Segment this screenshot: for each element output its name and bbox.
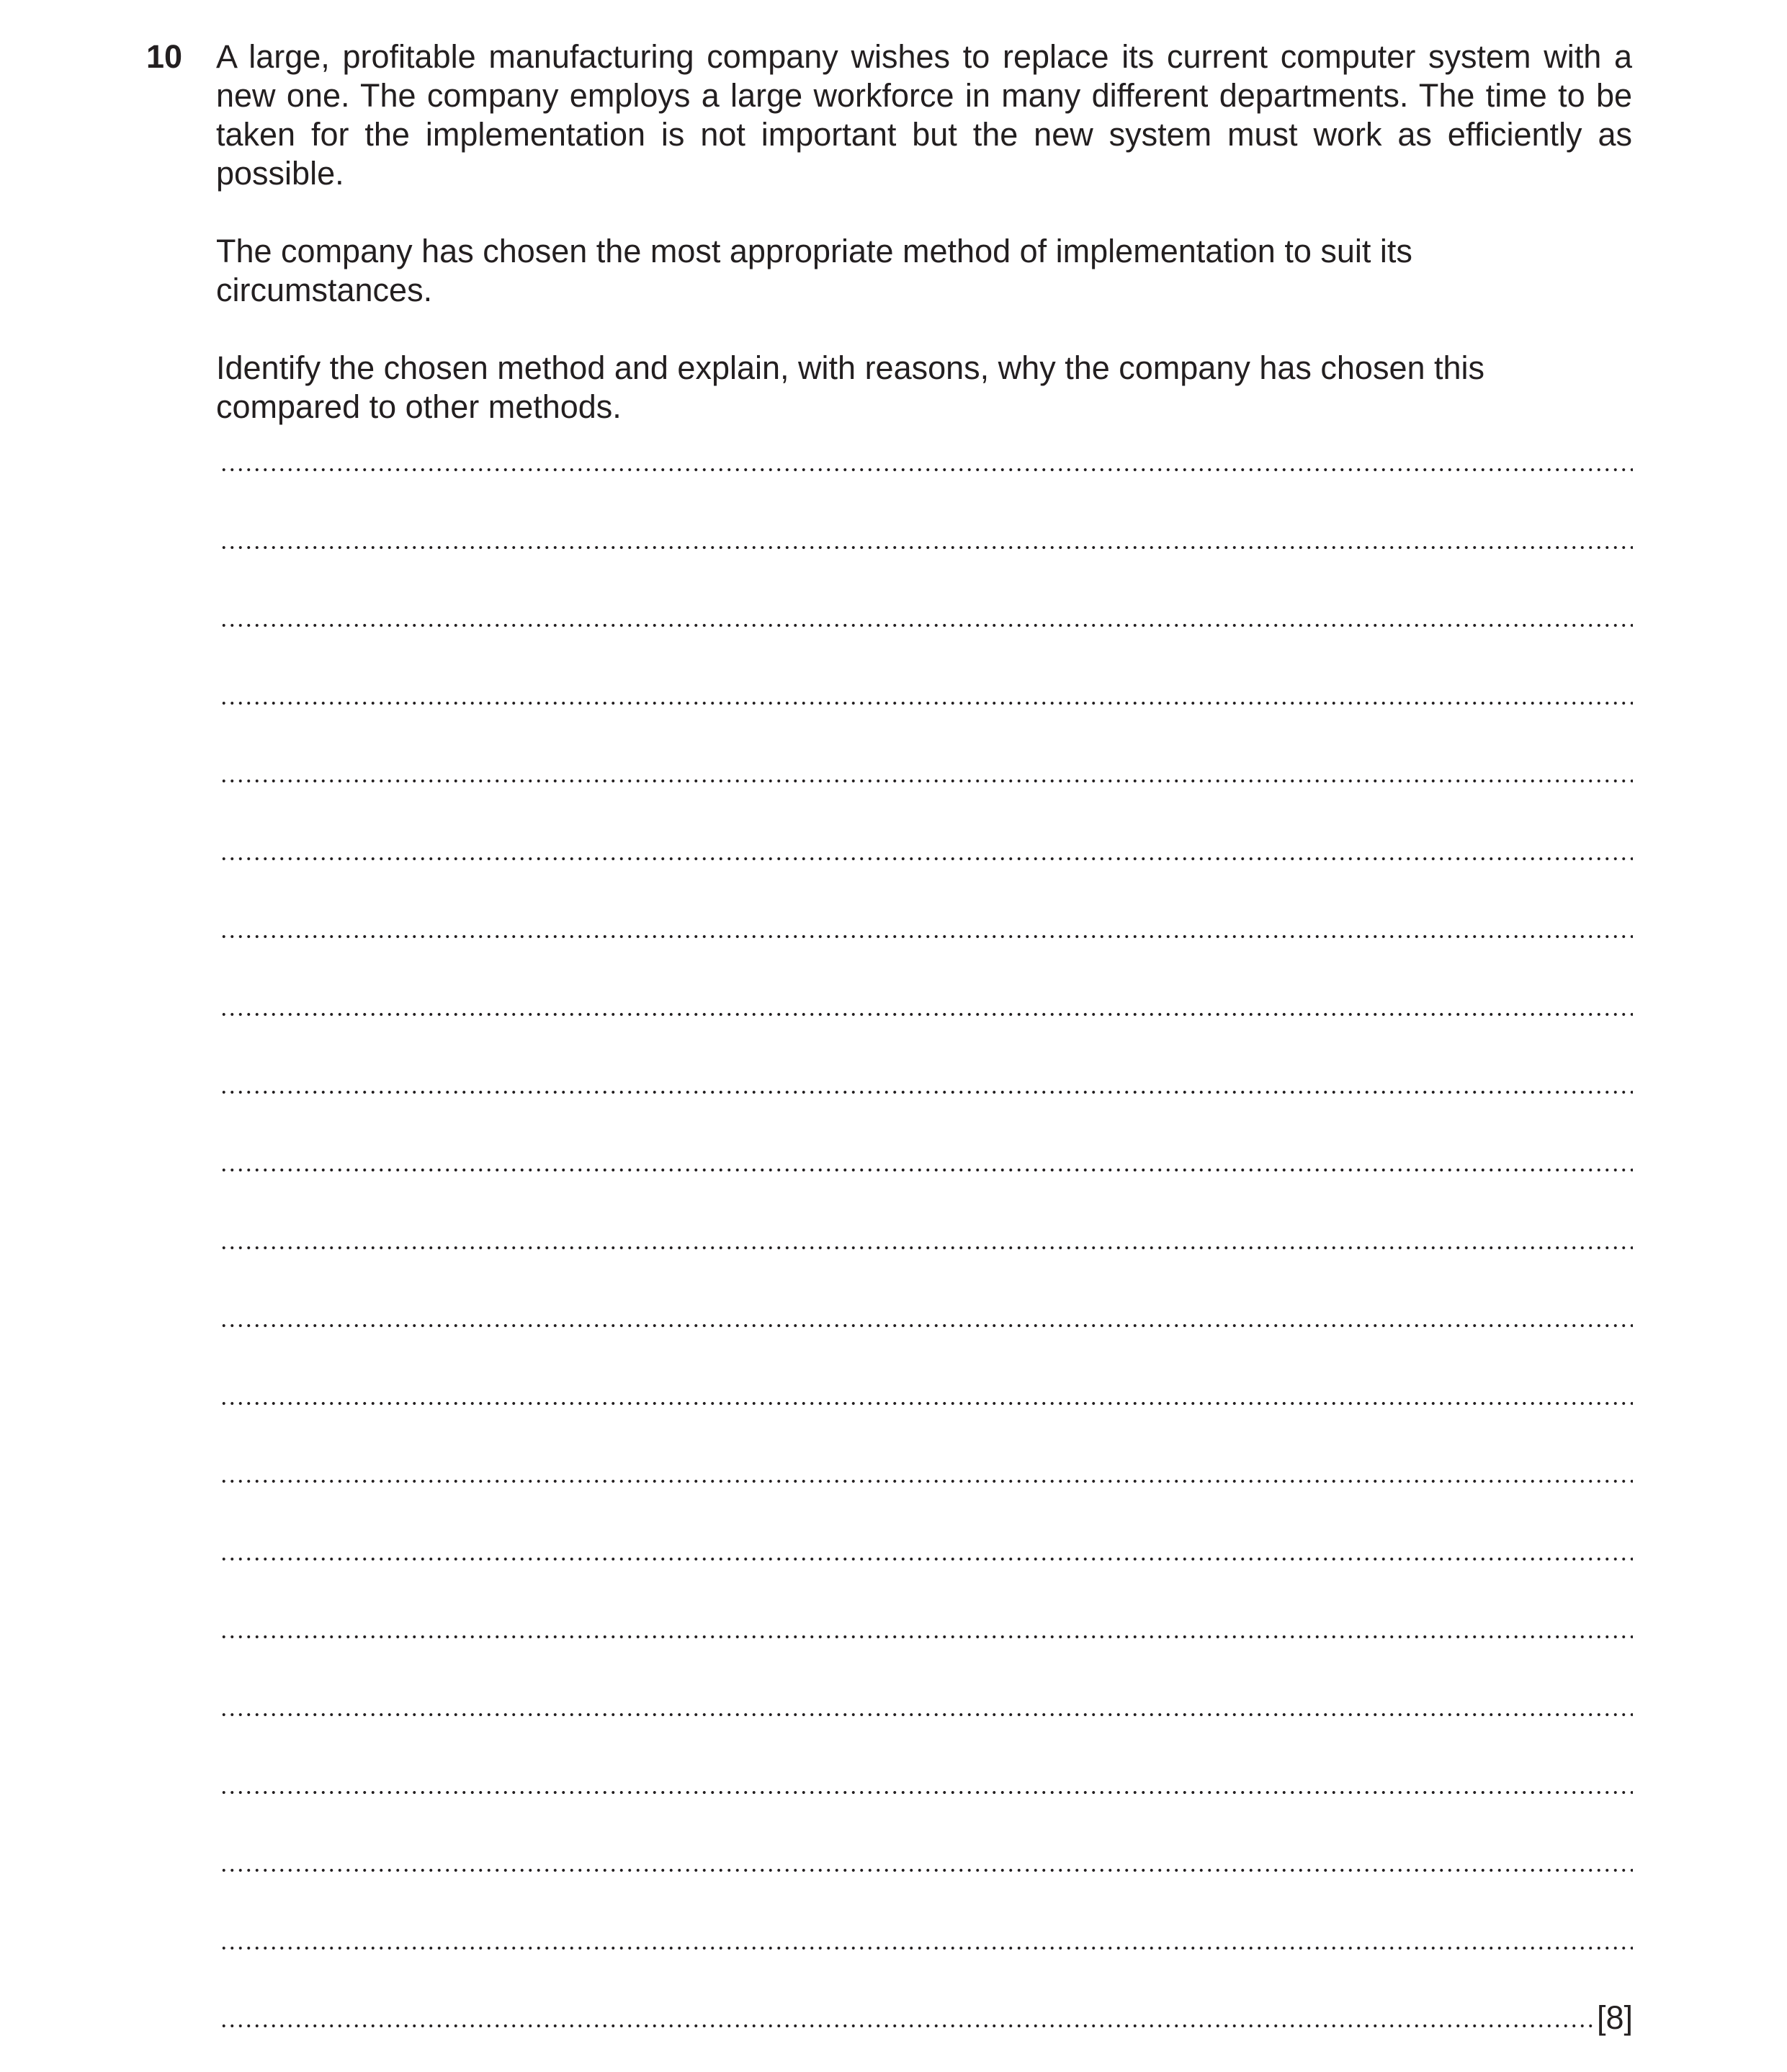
answer-line[interactable]	[220, 958, 1633, 1036]
dotted-rule	[220, 1713, 1633, 1716]
answer-line[interactable]	[220, 414, 1633, 491]
answer-line[interactable]	[220, 1970, 1633, 2048]
answer-line[interactable]	[220, 1036, 1633, 1114]
question-number: 10	[146, 38, 183, 75]
dotted-rule	[220, 1791, 1633, 1794]
dotted-rule	[220, 546, 1633, 549]
question-scenario-paragraph: A large, profitable manufacturing company wishes to replace its current computer system with a new one. The company employs a large workforce in many different departments. The time to be taken for the implementation is not important but the new system must work as efficiently as possible.	[216, 38, 1632, 192]
answer-line[interactable]	[220, 1581, 1633, 1658]
answer-line[interactable]	[220, 1892, 1633, 1970]
answer-line[interactable]	[220, 1736, 1633, 1814]
answer-line[interactable]	[220, 491, 1633, 569]
answer-line[interactable]	[220, 1658, 1633, 1736]
dotted-rule	[220, 1246, 1633, 1249]
dotted-rule	[220, 935, 1633, 938]
answer-area[interactable]	[220, 414, 1633, 2048]
dotted-rule	[220, 857, 1633, 860]
question-text	[216, 37, 1632, 427]
answer-line[interactable]	[220, 569, 1633, 647]
dotted-rule	[220, 1013, 1633, 1016]
answer-line[interactable]	[220, 1192, 1633, 1269]
dotted-rule	[220, 1947, 1633, 1950]
answer-line[interactable]	[220, 647, 1633, 725]
answer-line[interactable]	[220, 880, 1633, 958]
dotted-rule	[220, 1558, 1633, 1560]
dotted-rule	[220, 2024, 1593, 2027]
question-task-paragraph: Identify the chosen method and explain, with reasons, why the company has chosen this compared to other methods.	[216, 349, 1485, 425]
dotted-rule	[220, 780, 1633, 782]
dotted-rule	[220, 1169, 1633, 1171]
question-context-paragraph: The company has chosen the most appropriate method of implementation to suit its circumstances.	[216, 233, 1412, 308]
answer-line[interactable]	[220, 1347, 1633, 1425]
answer-line[interactable]	[220, 1269, 1633, 1347]
dotted-rule	[220, 468, 1633, 471]
answer-line[interactable]	[220, 1114, 1633, 1192]
dotted-rule	[220, 1869, 1633, 1872]
answer-line[interactable]	[220, 1814, 1633, 1892]
answer-line[interactable]	[220, 1503, 1633, 1581]
dotted-rule	[220, 624, 1633, 627]
dotted-rule	[220, 1324, 1633, 1327]
dotted-rule	[220, 1402, 1633, 1405]
dotted-rule	[220, 702, 1633, 705]
answer-line[interactable]	[220, 803, 1633, 880]
answer-line[interactable]	[220, 725, 1633, 803]
marks-allocation: [8]	[1596, 1999, 1633, 2036]
answer-line[interactable]	[220, 1425, 1633, 1503]
dotted-rule	[220, 1091, 1633, 1094]
dotted-rule	[220, 1480, 1633, 1483]
dotted-rule	[220, 1635, 1633, 1638]
